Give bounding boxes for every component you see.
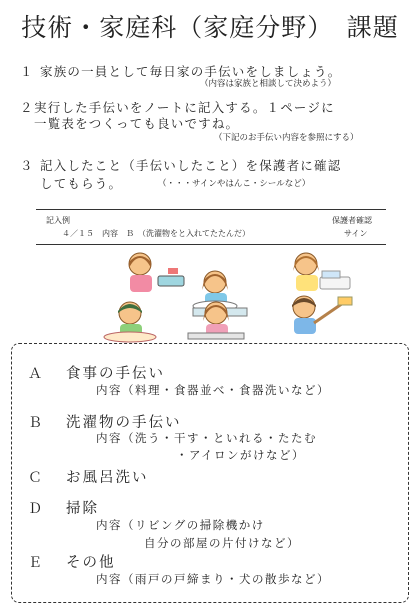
- instruction-3-number: ３: [20, 158, 33, 173]
- instruction-3-line-2: してもらう。: [40, 176, 123, 191]
- cleaning-boy-icon: [280, 293, 354, 341]
- instruction-1-note: （内容は家族と相談して決めよう）: [200, 79, 337, 89]
- page-title: 技術・家庭科（家庭分野） 課題: [21, 13, 399, 42]
- instruction-3-note: （・・・サインやはんこ・シールなど）: [158, 179, 311, 189]
- category-b-letter: Ｂ: [28, 415, 42, 431]
- instruction-2-note: （下記のお手伝い内容を参照にする）: [214, 133, 359, 143]
- category-d-title: 掃除: [66, 501, 99, 517]
- category-b-title: 洗濯物の手伝い: [66, 415, 182, 431]
- example-sign: サイン: [344, 229, 368, 238]
- category-d-detail-1: 内容（リビングの掃除機かけ: [96, 518, 265, 532]
- category-d-detail-2: 自分の部屋の片付けなど）: [144, 536, 300, 550]
- example-box: [36, 209, 386, 245]
- instruction-1-text: 家族の一員として毎日家の手伝いをしましょう。: [40, 64, 342, 79]
- category-a-detail: 内容（料理・食器並べ・食器洗いなど）: [96, 383, 330, 397]
- category-c-title: お風呂洗い: [66, 470, 149, 486]
- category-e-letter: Ｅ: [28, 555, 42, 571]
- category-c-letter: Ｃ: [28, 470, 42, 486]
- instruction-2-line-1: 実行した手伝いをノートに記入する。１ページに: [34, 100, 335, 115]
- instruction-2-line-2: 一覧表をつくっても良いですね。: [34, 116, 240, 131]
- instruction-1-number: １: [20, 64, 33, 79]
- ironing-girl-icon: [184, 299, 246, 341]
- category-e-title: その他: [66, 555, 116, 571]
- category-e-detail: 内容（雨戸の戸締まり・犬の散歩など）: [96, 572, 330, 586]
- example-label: 記入例: [46, 216, 70, 225]
- laundry-girl-icon: [276, 249, 356, 293]
- instruction-2-number: ２: [20, 100, 33, 115]
- example-entry: ４／１５ 内容 Ｂ （洗濯物をと入れてたたんだ）: [62, 229, 250, 238]
- category-b-detail-1: 内容（洗う・干す・といれる・たたむ: [96, 431, 317, 445]
- category-b-detail-2: ・アイロンがけなど）: [176, 448, 305, 462]
- category-d-letter: Ｄ: [28, 501, 42, 517]
- cooking-girl-icon: [112, 250, 190, 294]
- meal-boy-icon: [100, 299, 162, 343]
- guardian-label: 保護者確認: [332, 216, 372, 225]
- instruction-3-line-1: 記入したこと（手伝いしたこと）を保護者に確認: [40, 158, 342, 173]
- category-a-letter: Ａ: [28, 366, 42, 382]
- category-a-title: 食事の手伝い: [66, 366, 165, 382]
